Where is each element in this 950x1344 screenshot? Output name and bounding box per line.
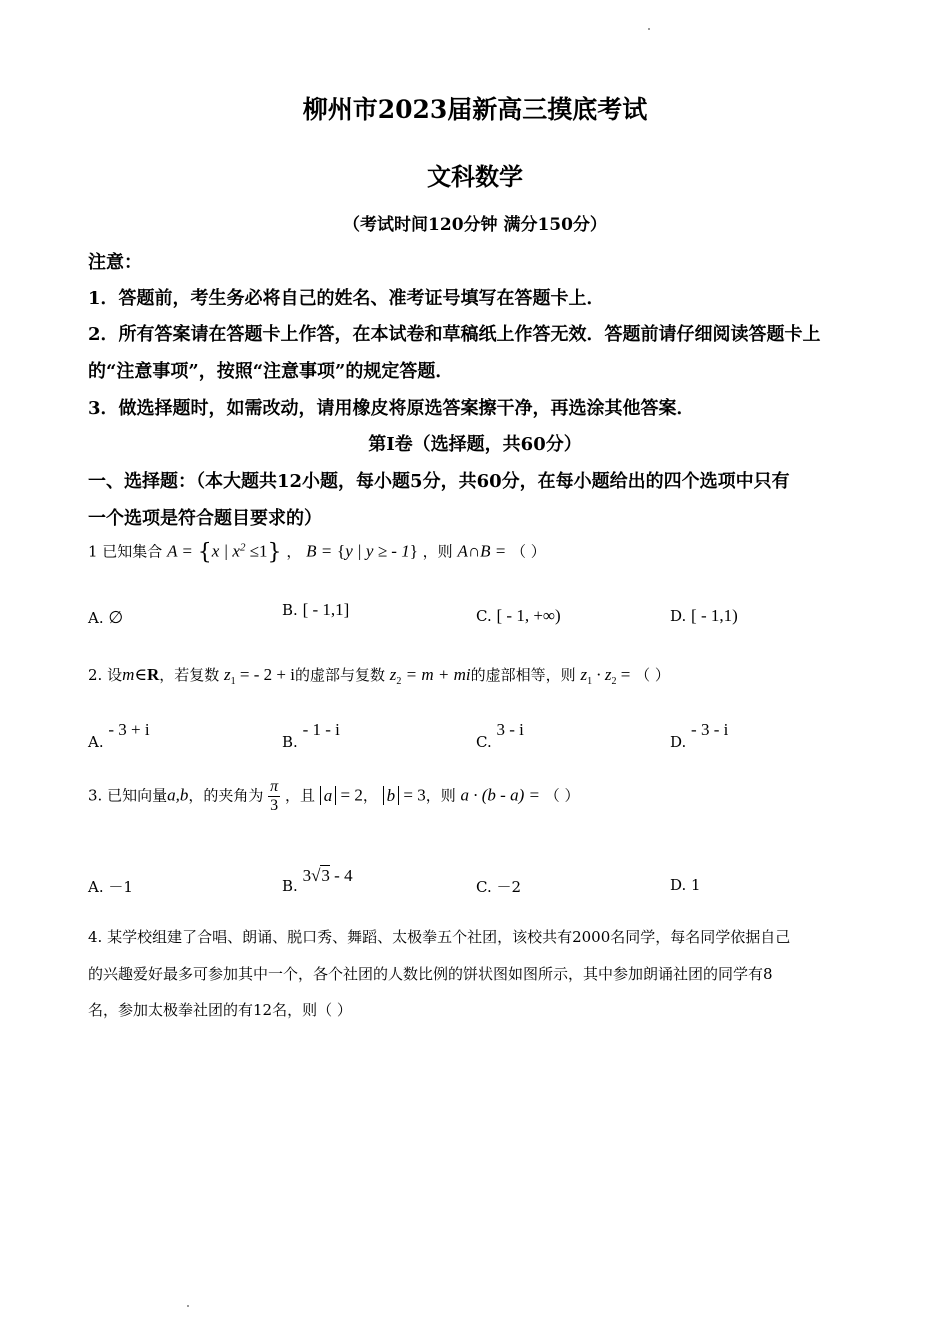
q3-option-b[interactable] [282, 866, 353, 895]
q3-text3: ，则 [425, 786, 456, 805]
q3-option-b-radicand: 3 [321, 866, 330, 885]
q3-option-c-label: C. [476, 878, 492, 896]
q2-option-a-value: - 3 + i [108, 720, 150, 739]
q3-option-b-coef: 3 [302, 866, 312, 885]
q2-expr-z1-sub: 1 [587, 676, 593, 687]
q2-option-c-label: C. [476, 733, 492, 751]
q2-z2: z [389, 665, 397, 684]
q1-option-d-value: [ - 1,1) [691, 606, 738, 625]
question-4-line3: 名，参加太极拳社团的有12名，则（ ） [88, 1001, 352, 1019]
q3-option-b-label: B. [282, 877, 298, 895]
q2-option-b-label: B. [282, 733, 298, 751]
q1-set-b-label: B = [306, 541, 333, 561]
exam-subject: 文科数学 [427, 162, 523, 191]
q1-option-a[interactable] [88, 608, 123, 628]
q3-option-d[interactable] [670, 876, 701, 894]
q2-text1: ，若复数 [159, 666, 220, 684]
q1-brace-open: { [197, 540, 212, 565]
q2-text2: 的虚部与复数 [294, 666, 385, 684]
q1-option-b[interactable] [282, 600, 349, 620]
q3-option-b-tail: - 4 [329, 866, 353, 885]
q1-answer-paren: （ ） [511, 542, 546, 561]
q2-condition-set: R [146, 665, 160, 684]
q1-brace-close-b: } [409, 541, 418, 561]
q1-set-a-exp: 2 [239, 541, 246, 554]
q3-abs-b: b [383, 786, 400, 805]
q2-answer-paren: （ ） [635, 666, 670, 684]
q1-set-b-body: y | y ≥ - 1 [345, 541, 410, 561]
q1-option-d-label: D. [670, 607, 687, 625]
q2-option-c-value: 3 - i [496, 720, 524, 739]
q3-option-a-value: －1 [108, 878, 133, 896]
scan-speck [648, 28, 650, 30]
section-heading-line2: 一个选项是符合题目要求的） [88, 508, 322, 529]
q3-option-a[interactable] [88, 876, 133, 897]
question-1 [88, 540, 546, 565]
q3-vectors: a,b [167, 785, 189, 805]
q3-abs-a-value: = 2 [336, 785, 363, 805]
q1-set-a-rel: ≤1 [245, 541, 268, 561]
q1-option-d[interactable] [670, 606, 738, 626]
q2-expr-eq: = [616, 665, 631, 684]
q2-condition: m∈ [122, 665, 147, 684]
q1-then: ，则 [422, 542, 453, 561]
q3-abs-a: a [320, 786, 337, 805]
q2-expr-z1: z [580, 665, 588, 684]
q3-text1: ，的夹角为 [188, 786, 264, 805]
q3-option-d-value: 1 [691, 876, 701, 894]
q2-option-d-label: D. [670, 733, 687, 751]
q2-z2-sub: 2 [396, 676, 402, 687]
part-title: 第I卷（选择题，共60分） [368, 434, 582, 455]
question-2 [88, 664, 670, 687]
q2-option-d[interactable] [670, 720, 729, 751]
q3-comma: ， [362, 786, 378, 805]
notice-heading: 注意： [88, 252, 142, 273]
question-4-line2: 的兴趣爱好最多可参加其中一个，各个社团的人数比例的饼状图如图所示，其中参加朗诵社团的同学有8 [88, 965, 773, 983]
q2-z1-value: = - 2 + i [235, 665, 295, 684]
q1-option-b-value: [ - 1,1] [302, 600, 350, 619]
q1-option-b-label: B. [282, 601, 298, 619]
q1-prefix: 1 已知集合 [88, 542, 163, 561]
q3-option-a-label: A. [88, 878, 104, 896]
q3-angle-fraction [268, 778, 280, 815]
q1-option-c[interactable] [476, 606, 561, 626]
q3-option-d-label: D. [670, 876, 687, 894]
q2-z1-sub: 1 [230, 676, 236, 687]
q1-expression: A∩B = [457, 541, 507, 561]
q3-expression: a · (b - a) = [460, 785, 540, 805]
q1-option-a-label: A. [88, 609, 104, 627]
question-3 [88, 778, 580, 815]
q2-option-b[interactable] [282, 720, 340, 751]
q1-set-a-label: A = [167, 541, 193, 561]
q3-angle-denominator: 3 [270, 797, 279, 814]
q1-comma: ， [286, 542, 302, 561]
q1-brace-open-b: { [337, 541, 346, 561]
q2-z1: z [224, 665, 231, 684]
q1-option-a-value: ∅ [108, 608, 124, 627]
q2-option-a-label: A. [88, 733, 104, 751]
q3-prefix: 3. 已知向量 [88, 786, 168, 805]
scan-speck [187, 1305, 189, 1307]
notice-item-2a: 2．所有答案请在答题卡上作答，在本试卷和草稿纸上作答无效．答题前请仔细阅读答题卡上 [88, 324, 821, 345]
question-4-line1: 4. 某学校组建了合唱、朗诵、脱口秀、舞蹈、太极拳五个社团，该校共有2000名同学，每名同学依据自己 [88, 928, 791, 946]
q3-option-c-value: －2 [496, 878, 522, 896]
q2-expr-z2-sub: 2 [611, 676, 617, 687]
notice-item-2b: 的“注意事项”，按照“注意事项”的规定答题． [88, 361, 454, 382]
q2-text3: 的虚部相等，则 [470, 666, 576, 684]
q2-expr-z2: · z [592, 665, 612, 684]
exam-time-info: （考试时间120分钟 满分150分） [343, 215, 607, 235]
q2-option-b-value: - 1 - i [302, 720, 340, 739]
q2-option-c[interactable] [476, 720, 524, 751]
notice-item-3: 3．做选择题时，如需改动，请用橡皮将原选答案擦干净，再选涂其他答案． [88, 398, 695, 419]
q3-angle-numerator: π [270, 778, 279, 795]
q3-answer-paren: （ ） [544, 786, 580, 805]
q2-option-d-value: - 3 - i [691, 720, 729, 739]
q3-abs-b-value: = 3 [399, 785, 426, 805]
q3-option-c[interactable] [476, 876, 521, 897]
notice-item-1: 1．答题前，考生务必将自己的姓名、准考证号填写在答题卡上． [88, 288, 605, 309]
q3-option-b-value: 3√3 - 4 [302, 866, 353, 885]
q1-option-c-label: C. [476, 607, 492, 625]
section-heading-line1: 一、选择题：（本大题共12小题，每小题5分，共60分，在每小题给出的四个选项中只有 [88, 471, 790, 492]
exam-title: 柳州市2023届新高三摸底考试 [302, 95, 648, 124]
q1-option-c-value: [ - 1, +∞) [496, 606, 561, 625]
q2-z2-value: = m + mi [401, 665, 471, 684]
q1-brace-close: } [267, 540, 282, 565]
q1-set-a-body: x | x [211, 541, 240, 561]
q2-prefix: 2. 设 [88, 666, 123, 684]
q3-text2: ，且 [284, 786, 315, 805]
q2-option-a[interactable] [88, 720, 150, 751]
